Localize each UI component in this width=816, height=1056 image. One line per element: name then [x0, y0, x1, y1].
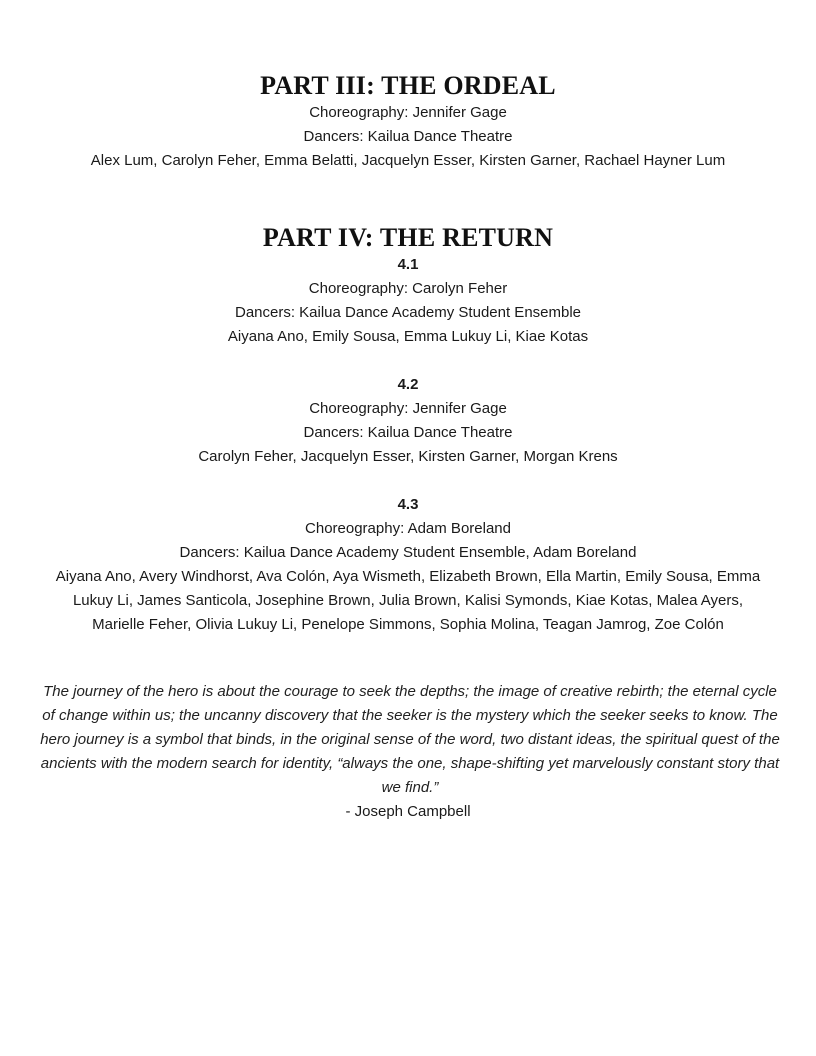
section-cast: Aiyana Ano, Emily Sousa, Emma Lukuy Li, Kiae Kotas: [227, 328, 589, 345]
section-number: 4.1: [397, 256, 419, 273]
quote-attribution: - Joseph Campbell: [345, 803, 471, 820]
section-number: 4.2: [397, 376, 419, 393]
spacer: [40, 469, 776, 493]
section-dancers: Dancers: Kailua Dance Theatre: [303, 424, 513, 441]
section-4-1: [40, 253, 776, 349]
part3-dancers: Dancers: Kailua Dance Theatre: [303, 128, 513, 145]
part4-title: PART IV: THE RETURN: [262, 223, 554, 252]
part3-choreography: Choreography: Jennifer Gage: [309, 104, 507, 121]
section-choreography: Choreography: Carolyn Feher: [308, 280, 508, 297]
part4-section: [40, 223, 776, 637]
section-number: 4.3: [397, 496, 419, 513]
section-choreography: Choreography: Jennifer Gage: [309, 400, 507, 417]
campbell-quote: The journey of the hero is about the courage to seek the depths; the image of creative rebirth; the eternal cycle of change within us; the uncanny discovery that the seeker is the mystery which the seeker seeks to know. The hero journey is a symbol that binds, in the original sense of the word, two distant ideas, the spiritual quest of the ancients with the modern search for identity, “always the one, shape-shifting yet marvelously constant story that we find.”: [40, 683, 780, 796]
section-dancers: Dancers: Kailua Dance Academy Student Ensemble, Adam Boreland: [179, 544, 637, 561]
part3-title: PART III: THE ORDEAL: [260, 71, 556, 100]
section-dancers: Dancers: Kailua Dance Academy Student Ensemble: [234, 304, 582, 321]
section-cast: Aiyana Ano, Avery Windhorst, Ava Colón, Aya Wismeth, Elizabeth Brown, Ella Martin, Emily Sousa, Emma Lukuy Li, James Santicola, Josephine Brown, Julia Brown, Kalisi Symonds, Kiae Kotas, Malea Ayers, Marielle Feher, Olivia Lukuy Li, Penelope Simmons, Sophia Molina, Teagan Jamrog, Zoe Colón: [55, 568, 761, 633]
section-choreography: Choreography: Adam Boreland: [305, 520, 511, 537]
section-cast: Carolyn Feher, Jacquelyn Esser, Kirsten Garner, Morgan Krens: [198, 448, 618, 465]
spacer: [40, 349, 776, 373]
part3-section: [40, 71, 776, 173]
section-4-2: [40, 373, 776, 469]
part3-cast: Alex Lum, Carolyn Feher, Emma Belatti, Jacquelyn Esser, Kirsten Garner, Rachael Hayner Lum: [90, 152, 726, 169]
quote-section: [40, 680, 780, 824]
section-4-3: [40, 493, 776, 637]
